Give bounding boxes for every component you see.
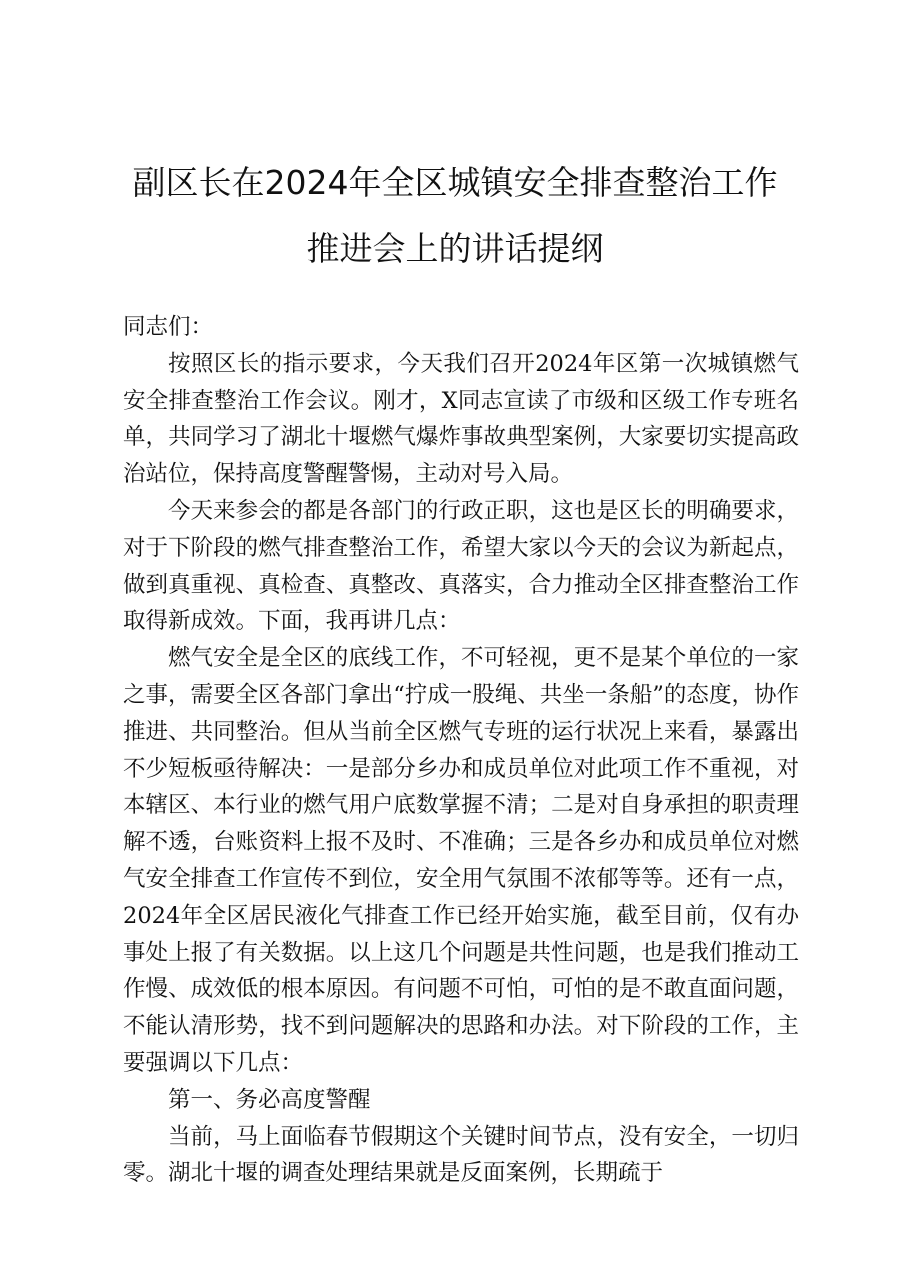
paragraph-intro: 按照区长的指示要求，今天我们召开2024年区第一次城镇燃气安全排查整治工作会议。刚才，X同志宣读了市级和区级工作专班名单，共同学习了湖北十堰燃气爆炸事故典型案例，大家要切实提高政治站位，保持高度警醒警惕，主动对号入局。 — [123, 350, 799, 488]
paragraph-problems: 燃气安全是全区的底线工作，不可轻视，更不是某个单位的一家之事，需要全区各部门拿出“拧成一股绳、共坐一条船”的态度，协作推进、共同整治。但从当前全区燃气专班的运行状况上来看，暴露出不少短板亟待解决：一是部分乡办和成员单位对此项工作不重视，对本辖区、本行业的燃气用户底数掌握不清；二是对自身承担的职责理解不透，台账资料上报不及时、不准确；三是各乡办和成员单位对燃气安全排查工作宣传不到位，安全用气氛围不浓郁等等。还有一点，2024年全区居民液化气排查工作已经开始实施，截至目前，仅有办事处上报了有关数据。以上这几个问题是共性问题，也是我们推动工作慢、成效低的根本原因。有问题不可怕，可怕的是不敢直面问题，不能认清形势，找不到问题解决的思路和办法。对下阶段的工作，主要强调以下几点： — [123, 645, 799, 1076]
paragraph-first-section: 当前，马上面临春节假期这个关键时间节点，没有安全，一切归零。湖北十堰的调查处理结果就是反面案例，长期疏于 — [123, 1123, 799, 1187]
document-title-line-2: 推进会上的讲话提纲 — [306, 229, 604, 268]
document-title-line-1: 副区长在2024年全区城镇安全排查整治工作 — [132, 163, 778, 202]
salutation: 同志们： — [123, 314, 214, 340]
document-body — [123, 309, 799, 1192]
section-heading-first: 第一、务必高度警醒 — [168, 1086, 371, 1113]
paragraph-attendance: 今天来参会的都是各部门的行政正职，这也是区长的明确要求，对于下阶段的燃气排查整治工作，希望大家以今天的会议为新起点，做到真重视、真检查、真整改、真落实，合力推动全区排查整治工作取得新成效。下面，我再讲几点： — [123, 497, 799, 635]
